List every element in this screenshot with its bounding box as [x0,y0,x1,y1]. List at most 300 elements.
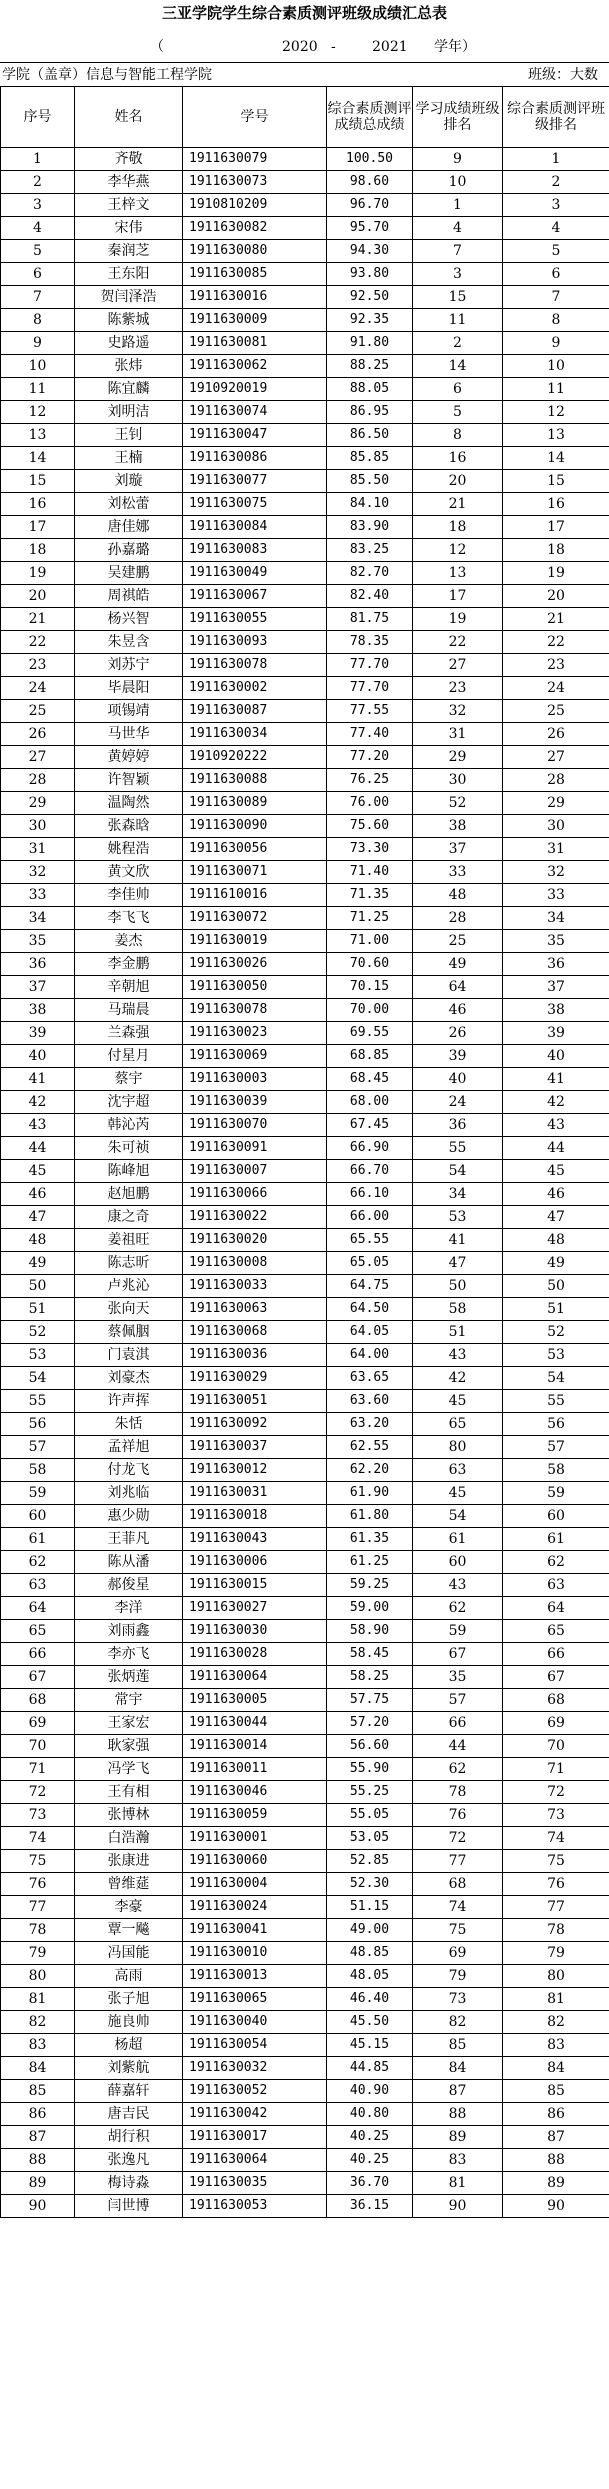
cell-seq: 26 [1,723,75,746]
cell-name: 梅诗淼 [75,2172,183,2195]
cell-seq: 21 [1,608,75,631]
cell-score: 81.75 [327,608,413,631]
cell-name: 项锡靖 [75,700,183,723]
cell-score: 58.45 [327,1643,413,1666]
table-row [1,1804,609,1827]
cell-name: 刘明洁 [75,401,183,424]
cell-seq: 18 [1,539,75,562]
table-row [1,884,609,907]
cell-student-id: 1911630070 [183,1114,327,1137]
cell-student-id: 1911630005 [183,1689,327,1712]
cell-name: 孟祥旭 [75,1436,183,1459]
cell-student-id: 1911630039 [183,1091,327,1114]
year-suffix: 学年） [434,39,476,55]
cell-study-rank: 41 [413,1229,503,1252]
cell-seq: 17 [1,516,75,539]
cell-study-rank: 80 [413,1436,503,1459]
table-row [1,240,609,263]
cell-seq: 80 [1,1965,75,1988]
table-row [1,1045,609,1068]
table-row [1,792,609,815]
cell-total-rank: 1 [503,148,609,171]
cell-study-rank: 40 [413,1068,503,1091]
cell-name: 惠少勋 [75,1505,183,1528]
cell-name: 陈峰旭 [75,1160,183,1183]
cell-student-id: 1911630041 [183,1919,327,1942]
cell-seq: 68 [1,1689,75,1712]
cell-student-id: 1911630088 [183,769,327,792]
cell-name: 陈志昕 [75,1252,183,1275]
table-row [1,562,609,585]
cell-study-rank: 58 [413,1298,503,1321]
cell-seq: 62 [1,1551,75,1574]
table-row [1,1091,609,1114]
cell-name: 李金鹏 [75,953,183,976]
cell-seq: 40 [1,1045,75,1068]
table-row [1,999,609,1022]
cell-student-id: 1911630033 [183,1275,327,1298]
cell-study-rank: 4 [413,217,503,240]
cell-score: 55.25 [327,1781,413,1804]
cell-score: 86.95 [327,401,413,424]
table-row [1,171,609,194]
cell-score: 76.25 [327,769,413,792]
cell-name: 马瑞晨 [75,999,183,1022]
cell-study-rank: 54 [413,1505,503,1528]
cell-name: 陈紫城 [75,309,183,332]
cell-score: 46.40 [327,1988,413,2011]
header-seq: 序号 [1,87,75,148]
cell-score: 64.00 [327,1344,413,1367]
cell-student-id: 1911630083 [183,539,327,562]
cell-study-rank: 57 [413,1689,503,1712]
cell-total-rank: 20 [503,585,609,608]
cell-study-rank: 61 [413,1528,503,1551]
cell-score: 52.30 [327,1873,413,1896]
cell-total-rank: 19 [503,562,609,585]
cell-student-id: 1911630015 [183,1574,327,1597]
cell-total-rank: 82 [503,2011,609,2034]
cell-total-rank: 56 [503,1413,609,1436]
table-row [1,424,609,447]
cell-student-id: 1911630090 [183,815,327,838]
cell-total-rank: 77 [503,1896,609,1919]
cell-total-rank: 64 [503,1597,609,1620]
cell-total-rank: 85 [503,2080,609,2103]
cell-score: 71.40 [327,861,413,884]
cell-seq: 8 [1,309,75,332]
table-row [1,2057,609,2080]
cell-name: 刘雨鑫 [75,1620,183,1643]
table-row [1,1643,609,1666]
cell-total-rank: 40 [503,1045,609,1068]
cell-name: 胡行积 [75,2126,183,2149]
cell-student-id: 1911630053 [183,2195,327,2218]
cell-name: 蔡佩胭 [75,1321,183,1344]
cell-total-rank: 18 [503,539,609,562]
cell-student-id: 1911630055 [183,608,327,631]
cell-name: 辛朝旭 [75,976,183,999]
cell-name: 张炜 [75,355,183,378]
cell-study-rank: 60 [413,1551,503,1574]
cell-study-rank: 22 [413,631,503,654]
cell-total-rank: 57 [503,1436,609,1459]
table-row [1,769,609,792]
cell-seq: 60 [1,1505,75,1528]
cell-name: 陈从潘 [75,1551,183,1574]
cell-total-rank: 62 [503,1551,609,1574]
cell-score: 59.00 [327,1597,413,1620]
cell-name: 吴建鹏 [75,562,183,585]
cell-student-id: 1911630014 [183,1735,327,1758]
cell-name: 温陶然 [75,792,183,815]
cell-total-rank: 75 [503,1850,609,1873]
cell-name: 白浩瀚 [75,1827,183,1850]
cell-student-id: 1911630042 [183,2103,327,2126]
info-row [0,62,609,87]
cell-study-rank: 75 [413,1919,503,1942]
cell-score: 66.00 [327,1206,413,1229]
cell-score: 51.15 [327,1896,413,1919]
cell-name: 贺闫泽浩 [75,286,183,309]
cell-seq: 55 [1,1390,75,1413]
cell-study-rank: 26 [413,1022,503,1045]
cell-name: 刘松蕾 [75,493,183,516]
cell-study-rank: 81 [413,2172,503,2195]
header-study-rank: 学习成绩班级排名 [413,87,503,148]
cell-seq: 1 [1,148,75,171]
cell-score: 55.05 [327,1804,413,1827]
cell-student-id: 1911630002 [183,677,327,700]
cell-name: 沈宇超 [75,1091,183,1114]
cell-total-rank: 32 [503,861,609,884]
table-row [1,976,609,999]
cell-score: 77.70 [327,654,413,677]
cell-student-id: 1911630092 [183,1413,327,1436]
cell-seq: 36 [1,953,75,976]
cell-total-rank: 60 [503,1505,609,1528]
cell-score: 88.25 [327,355,413,378]
cell-score: 64.75 [327,1275,413,1298]
cell-total-rank: 29 [503,792,609,815]
cell-seq: 22 [1,631,75,654]
cell-seq: 10 [1,355,75,378]
cell-seq: 30 [1,815,75,838]
cell-student-id: 1911630018 [183,1505,327,1528]
cell-score: 71.35 [327,884,413,907]
cell-student-id: 1911630027 [183,1597,327,1620]
table-row [1,723,609,746]
cell-name: 朱恬 [75,1413,183,1436]
cell-student-id: 1911630020 [183,1229,327,1252]
cell-study-rank: 5 [413,401,503,424]
table-row [1,1896,609,1919]
cell-seq: 86 [1,2103,75,2126]
cell-score: 40.25 [327,2126,413,2149]
cell-student-id: 1911630040 [183,2011,327,2034]
cell-score: 40.25 [327,2149,413,2172]
cell-total-rank: 5 [503,240,609,263]
cell-student-id: 1911630029 [183,1367,327,1390]
cell-study-rank: 30 [413,769,503,792]
cell-student-id: 1911630082 [183,217,327,240]
table-row [1,539,609,562]
cell-total-rank: 39 [503,1022,609,1045]
cell-score: 77.40 [327,723,413,746]
cell-seq: 54 [1,1367,75,1390]
cell-total-rank: 4 [503,217,609,240]
cell-total-rank: 66 [503,1643,609,1666]
page-title: 三亚学院学生综合素质测评班级成绩汇总表 [161,4,447,22]
cell-study-rank: 33 [413,861,503,884]
table-row [1,401,609,424]
cell-seq: 2 [1,171,75,194]
cell-seq: 77 [1,1896,75,1919]
cell-name: 康之奇 [75,1206,183,1229]
cell-student-id: 1911630012 [183,1459,327,1482]
cell-name: 张康进 [75,1850,183,1873]
cell-score: 82.70 [327,562,413,585]
cell-total-rank: 49 [503,1252,609,1275]
header-id: 学号 [183,87,327,148]
cell-name: 施良帅 [75,2011,183,2034]
cell-student-id: 1911630043 [183,1528,327,1551]
cell-score: 48.85 [327,1942,413,1965]
cell-student-id: 1911630036 [183,1344,327,1367]
cell-score: 36.15 [327,2195,413,2218]
academic-year [0,36,609,58]
cell-study-rank: 45 [413,1482,503,1505]
cell-study-rank: 66 [413,1712,503,1735]
cell-name: 张森晗 [75,815,183,838]
table-row [1,1206,609,1229]
cell-study-rank: 7 [413,240,503,263]
cell-student-id: 1911630026 [183,953,327,976]
cell-study-rank: 68 [413,1873,503,1896]
cell-study-rank: 25 [413,930,503,953]
cell-total-rank: 24 [503,677,609,700]
cell-study-rank: 76 [413,1804,503,1827]
cell-study-rank: 12 [413,539,503,562]
cell-score: 53.05 [327,1827,413,1850]
cell-student-id: 1911630056 [183,838,327,861]
table-row [1,1620,609,1643]
cell-total-rank: 37 [503,976,609,999]
cell-study-rank: 67 [413,1643,503,1666]
table-row [1,746,609,769]
table-row [1,2080,609,2103]
cell-total-rank: 42 [503,1091,609,1114]
cell-seq: 88 [1,2149,75,2172]
cell-study-rank: 10 [413,171,503,194]
cell-seq: 29 [1,792,75,815]
table-row [1,1827,609,1850]
cell-study-rank: 32 [413,700,503,723]
cell-total-rank: 31 [503,838,609,861]
cell-total-rank: 15 [503,470,609,493]
cell-score: 66.70 [327,1160,413,1183]
cell-name: 唐佳娜 [75,516,183,539]
cell-total-rank: 16 [503,493,609,516]
cell-seq: 14 [1,447,75,470]
cell-study-rank: 39 [413,1045,503,1068]
cell-score: 92.35 [327,309,413,332]
cell-student-id: 1911630091 [183,1137,327,1160]
cell-score: 52.85 [327,1850,413,1873]
table-row [1,447,609,470]
table-row [1,1252,609,1275]
table-row [1,1390,609,1413]
table-row [1,930,609,953]
cell-score: 84.10 [327,493,413,516]
cell-total-rank: 33 [503,884,609,907]
cell-score: 92.50 [327,286,413,309]
cell-name: 门袁淇 [75,1344,183,1367]
cell-seq: 52 [1,1321,75,1344]
table-row [1,1873,609,1896]
cell-seq: 15 [1,470,75,493]
cell-score: 40.80 [327,2103,413,2126]
cell-total-rank: 67 [503,1666,609,1689]
cell-total-rank: 84 [503,2057,609,2080]
cell-score: 70.60 [327,953,413,976]
table-row [1,1068,609,1091]
cell-score: 78.35 [327,631,413,654]
cell-study-rank: 24 [413,1091,503,1114]
cell-study-rank: 84 [413,2057,503,2080]
cell-total-rank: 51 [503,1298,609,1321]
cell-total-rank: 2 [503,171,609,194]
cell-seq: 65 [1,1620,75,1643]
cell-study-rank: 87 [413,2080,503,2103]
table-row [1,677,609,700]
cell-study-rank: 53 [413,1206,503,1229]
cell-seq: 38 [1,999,75,1022]
cell-student-id: 1911630047 [183,424,327,447]
cell-total-rank: 26 [503,723,609,746]
cell-score: 83.25 [327,539,413,562]
cell-student-id: 1911630044 [183,1712,327,1735]
cell-name: 刘兆临 [75,1482,183,1505]
cell-seq: 59 [1,1482,75,1505]
table-row [1,286,609,309]
table-row [1,2126,609,2149]
header-name: 姓名 [75,87,183,148]
cell-total-rank: 13 [503,424,609,447]
table-row [1,2034,609,2057]
cell-name: 王梓文 [75,194,183,217]
cell-study-rank: 88 [413,2103,503,2126]
cell-student-id: 1911630087 [183,700,327,723]
cell-total-rank: 88 [503,2149,609,2172]
table-row [1,1344,609,1367]
cell-name: 宋伟 [75,217,183,240]
cell-seq: 11 [1,378,75,401]
cell-total-rank: 12 [503,401,609,424]
cell-study-rank: 46 [413,999,503,1022]
cell-score: 59.25 [327,1574,413,1597]
cell-seq: 57 [1,1436,75,1459]
table-row [1,631,609,654]
cell-total-rank: 79 [503,1942,609,1965]
cell-score: 66.90 [327,1137,413,1160]
cell-study-rank: 27 [413,654,503,677]
cell-total-rank: 14 [503,447,609,470]
cell-seq: 39 [1,1022,75,1045]
cell-total-rank: 27 [503,746,609,769]
cell-seq: 69 [1,1712,75,1735]
table-row [1,1551,609,1574]
cell-student-id: 1911630079 [183,148,327,171]
cell-name: 蔡宇 [75,1068,183,1091]
cell-seq: 50 [1,1275,75,1298]
cell-study-rank: 28 [413,907,503,930]
cell-total-rank: 53 [503,1344,609,1367]
cell-student-id: 1911630081 [183,332,327,355]
cell-student-id: 1911630003 [183,1068,327,1091]
cell-name: 刘璇 [75,470,183,493]
cell-student-id: 1911630016 [183,286,327,309]
cell-name: 李飞飞 [75,907,183,930]
table-row [1,1229,609,1252]
cell-seq: 25 [1,700,75,723]
cell-name: 王家宏 [75,1712,183,1735]
cell-score: 57.20 [327,1712,413,1735]
table-row [1,1160,609,1183]
table-row [1,1712,609,1735]
cell-name: 薛嘉轩 [75,2080,183,2103]
table-row [1,585,609,608]
cell-score: 64.50 [327,1298,413,1321]
cell-study-rank: 15 [413,286,503,309]
cell-study-rank: 34 [413,1183,503,1206]
cell-seq: 47 [1,1206,75,1229]
cell-study-rank: 19 [413,608,503,631]
cell-score: 71.00 [327,930,413,953]
cell-total-rank: 9 [503,332,609,355]
cell-seq: 23 [1,654,75,677]
cell-name: 许智颖 [75,769,183,792]
cell-name: 姜杰 [75,930,183,953]
cell-study-rank: 79 [413,1965,503,1988]
cell-seq: 24 [1,677,75,700]
table-row [1,355,609,378]
cell-name: 付龙飞 [75,1459,183,1482]
cell-study-rank: 85 [413,2034,503,2057]
cell-name: 赵旭鹏 [75,1183,183,1206]
cell-study-rank: 69 [413,1942,503,1965]
cell-total-rank: 11 [503,378,609,401]
cell-student-id: 1911610016 [183,884,327,907]
cell-name: 刘紫航 [75,2057,183,2080]
cell-student-id: 1911630008 [183,1252,327,1275]
cell-seq: 76 [1,1873,75,1896]
table-row [1,1137,609,1160]
cell-seq: 20 [1,585,75,608]
cell-name: 李佳帅 [75,884,183,907]
cell-total-rank: 83 [503,2034,609,2057]
table-row [1,1942,609,1965]
table-row [1,1505,609,1528]
cell-study-rank: 20 [413,470,503,493]
cell-student-id: 1911630017 [183,2126,327,2149]
table-row [1,217,609,240]
cell-name: 黄文欣 [75,861,183,884]
cell-total-rank: 30 [503,815,609,838]
cell-study-rank: 54 [413,1160,503,1183]
cell-name: 耿家强 [75,1735,183,1758]
cell-name: 王有相 [75,1781,183,1804]
